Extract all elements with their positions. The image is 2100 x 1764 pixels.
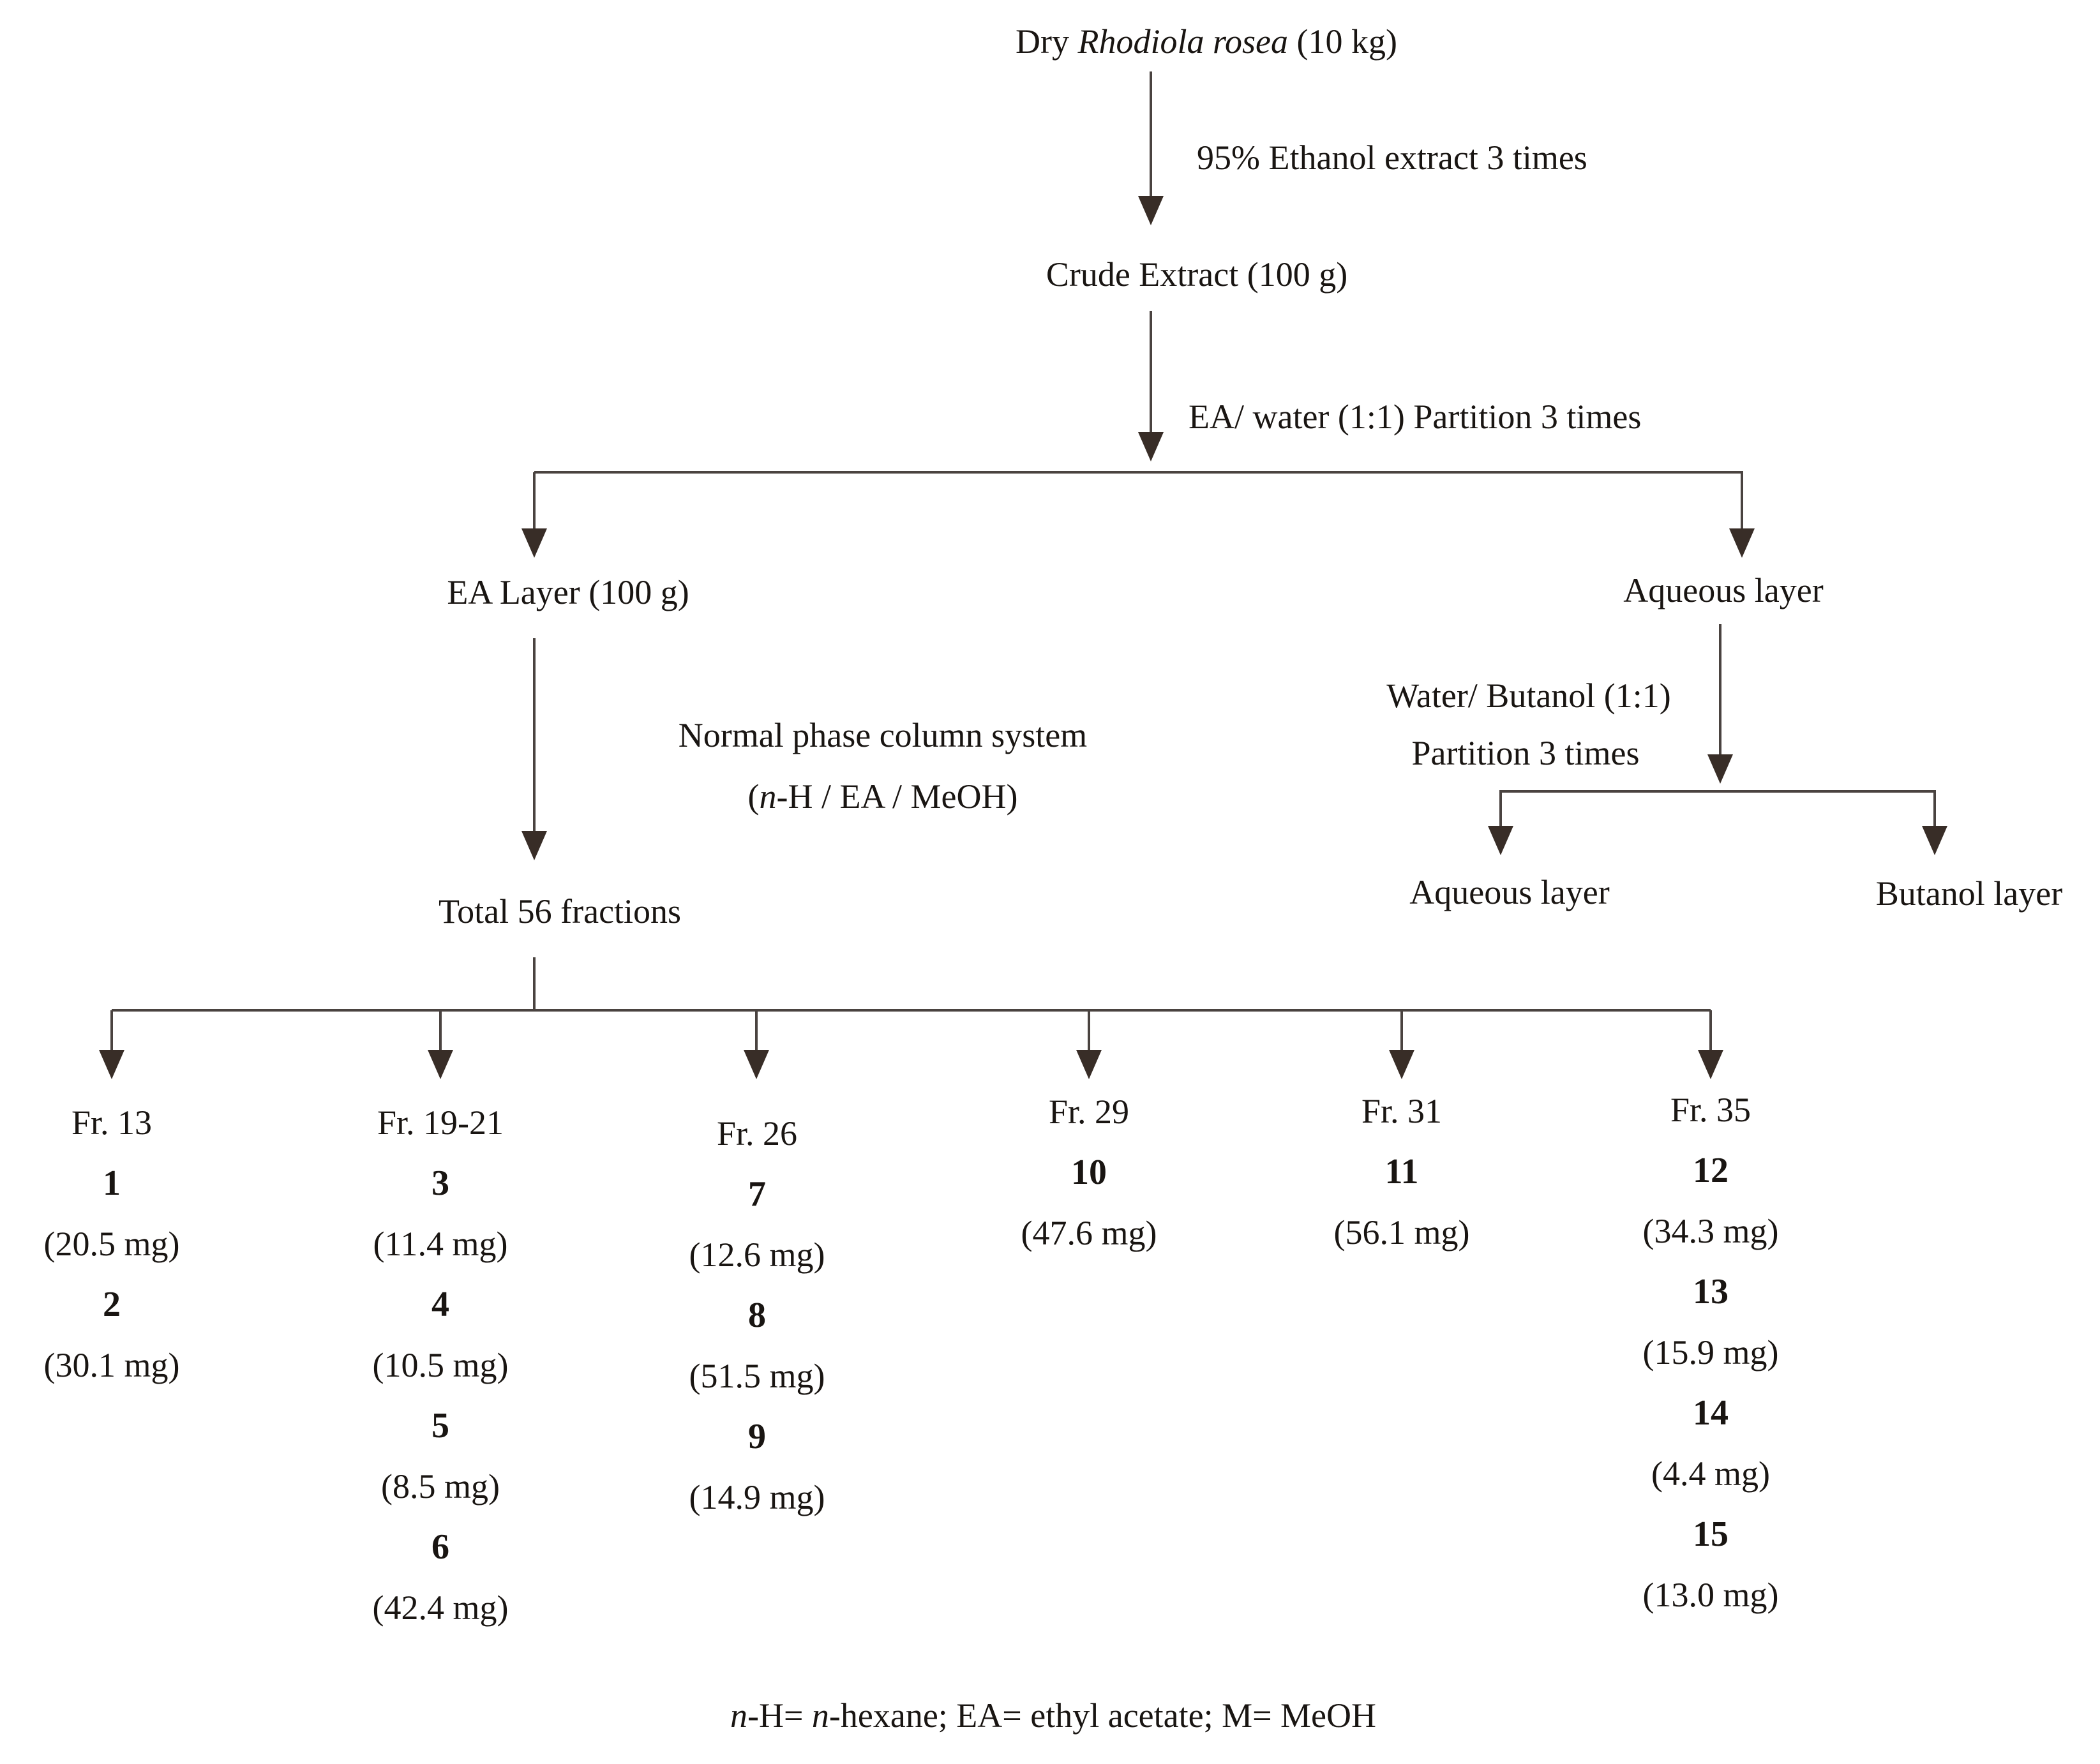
split2-right-stem [1933, 791, 1936, 826]
compound-number: 13 [1693, 1272, 1729, 1312]
ethanol-step-label: 95% Ethanol extract 3 times [1197, 138, 1587, 177]
fraction-column-13 [0, 1093, 278, 1396]
compound-number: 1 [103, 1163, 121, 1203]
column-step-label-line2: (n-H / EA / MeOH) [747, 777, 1018, 816]
fraction-column-31 [1236, 1081, 1568, 1263]
compound-number: 4 [431, 1285, 449, 1324]
compound-mass: (20.5 mg) [43, 1225, 180, 1263]
fraction-label: Fr. 13 [71, 1103, 153, 1142]
root-material-label: Dry Rhodiola rosea (10 kg) [1016, 22, 1397, 61]
fraction-column-35 [1545, 1080, 1877, 1626]
arrow-head-column-system-icon [521, 831, 547, 860]
split1-right-arrow-head-icon [1729, 528, 1755, 558]
compound-mass: (51.5 mg) [689, 1357, 825, 1395]
compound-mass: (8.5 mg) [381, 1467, 500, 1506]
fraction-label: Fr. 35 [1670, 1091, 1751, 1129]
fraction5-stem [1400, 1010, 1403, 1050]
compound-number: 6 [431, 1527, 449, 1567]
ea-layer-label: EA Layer (100 g) [447, 573, 689, 611]
fraction6-stem [1709, 1010, 1712, 1050]
compound-mass: (34.3 mg) [1642, 1212, 1779, 1250]
compound-number: 3 [431, 1163, 449, 1203]
arrow-head-butanol-partition-icon [1707, 754, 1733, 784]
compound-number: 7 [748, 1174, 766, 1214]
butanol-step-label-line2: Partition 3 times [1411, 734, 1640, 772]
fraction2-stem [439, 1010, 442, 1050]
arrow-line-butanol-partition [1719, 624, 1721, 754]
aqueous-layer-label: Aqueous layer [1623, 571, 1824, 609]
compound-mass: (47.6 mg) [1021, 1214, 1157, 1252]
fraction1-stem [110, 1010, 113, 1050]
fraction6-arrow-head-icon [1698, 1050, 1723, 1079]
compound-number: 12 [1693, 1151, 1729, 1190]
compound-mass: (30.1 mg) [43, 1346, 180, 1384]
partition-step-label: EA/ water (1:1) Partition 3 times [1189, 398, 1642, 436]
fractions-branch-line [112, 1009, 1711, 1012]
compound-mass: (10.5 mg) [372, 1346, 509, 1384]
fractions-stem [533, 957, 536, 1010]
crude-extract-label: Crude Extract (100 g) [1046, 255, 1348, 294]
arrow-head-partition-icon [1138, 432, 1164, 461]
compound-mass: (13.0 mg) [1642, 1576, 1779, 1614]
abbreviations-footnote: n-H= n-hexane; EA= ethyl acetate; M= MeOH [730, 1696, 1377, 1735]
compound-number: 5 [431, 1406, 449, 1446]
compound-mass: (56.1 mg) [1333, 1213, 1470, 1252]
fraction4-arrow-head-icon [1076, 1050, 1102, 1079]
split2-right-arrow-head-icon [1922, 826, 1947, 855]
split1-branch-line [534, 471, 1743, 474]
arrow-head-ethanol-icon [1138, 196, 1164, 225]
fraction-label: Fr. 29 [1048, 1093, 1130, 1131]
split1-left-arrow-head-icon [521, 528, 547, 558]
compound-number: 11 [1384, 1152, 1419, 1192]
arrow-line-ethanol [1150, 71, 1152, 196]
compound-number: 2 [103, 1285, 121, 1324]
split2-left-stem [1499, 791, 1502, 826]
split2-left-arrow-head-icon [1488, 826, 1513, 855]
fraction-label: Fr. 19-21 [377, 1103, 504, 1142]
fraction-column-26 [591, 1103, 923, 1528]
aqueous-layer2-label: Aqueous layer [1409, 873, 1610, 911]
butanol-step-label-line1: Water/ Butanol (1:1) [1386, 676, 1671, 715]
fraction-label: Fr. 26 [716, 1114, 798, 1153]
compound-number: 15 [1693, 1514, 1729, 1554]
compound-mass: (42.4 mg) [372, 1588, 509, 1627]
split2-branch-line [1499, 790, 1936, 793]
compound-mass: (14.9 mg) [689, 1478, 825, 1516]
compound-number: 10 [1071, 1153, 1107, 1192]
fraction5-arrow-head-icon [1389, 1050, 1414, 1079]
compound-mass: (11.4 mg) [373, 1225, 508, 1263]
arrow-line-partition [1150, 311, 1152, 432]
fraction2-arrow-head-icon [428, 1050, 453, 1079]
compound-number: 14 [1693, 1393, 1729, 1433]
fraction-column-19-21 [274, 1093, 606, 1638]
total-fractions-label: Total 56 fractions [438, 892, 682, 931]
fraction-label: Fr. 31 [1361, 1092, 1443, 1130]
arrow-line-column-system [533, 638, 536, 831]
fraction3-stem [755, 1010, 758, 1050]
fraction1-arrow-head-icon [99, 1050, 124, 1079]
compound-number: 9 [748, 1417, 766, 1456]
compound-number: 8 [748, 1296, 766, 1335]
compound-mass: (4.4 mg) [1651, 1454, 1770, 1493]
fraction-column-29 [923, 1082, 1255, 1264]
column-step-label-line1: Normal phase column system [678, 716, 1088, 754]
split1-left-stem [533, 472, 536, 528]
split1-right-stem [1741, 472, 1743, 528]
compound-mass: (15.9 mg) [1642, 1333, 1779, 1372]
butanol-layer-label: Butanol layer [1875, 874, 2063, 913]
fraction3-arrow-head-icon [744, 1050, 769, 1079]
compound-mass: (12.6 mg) [689, 1236, 825, 1274]
fraction4-stem [1088, 1010, 1090, 1050]
